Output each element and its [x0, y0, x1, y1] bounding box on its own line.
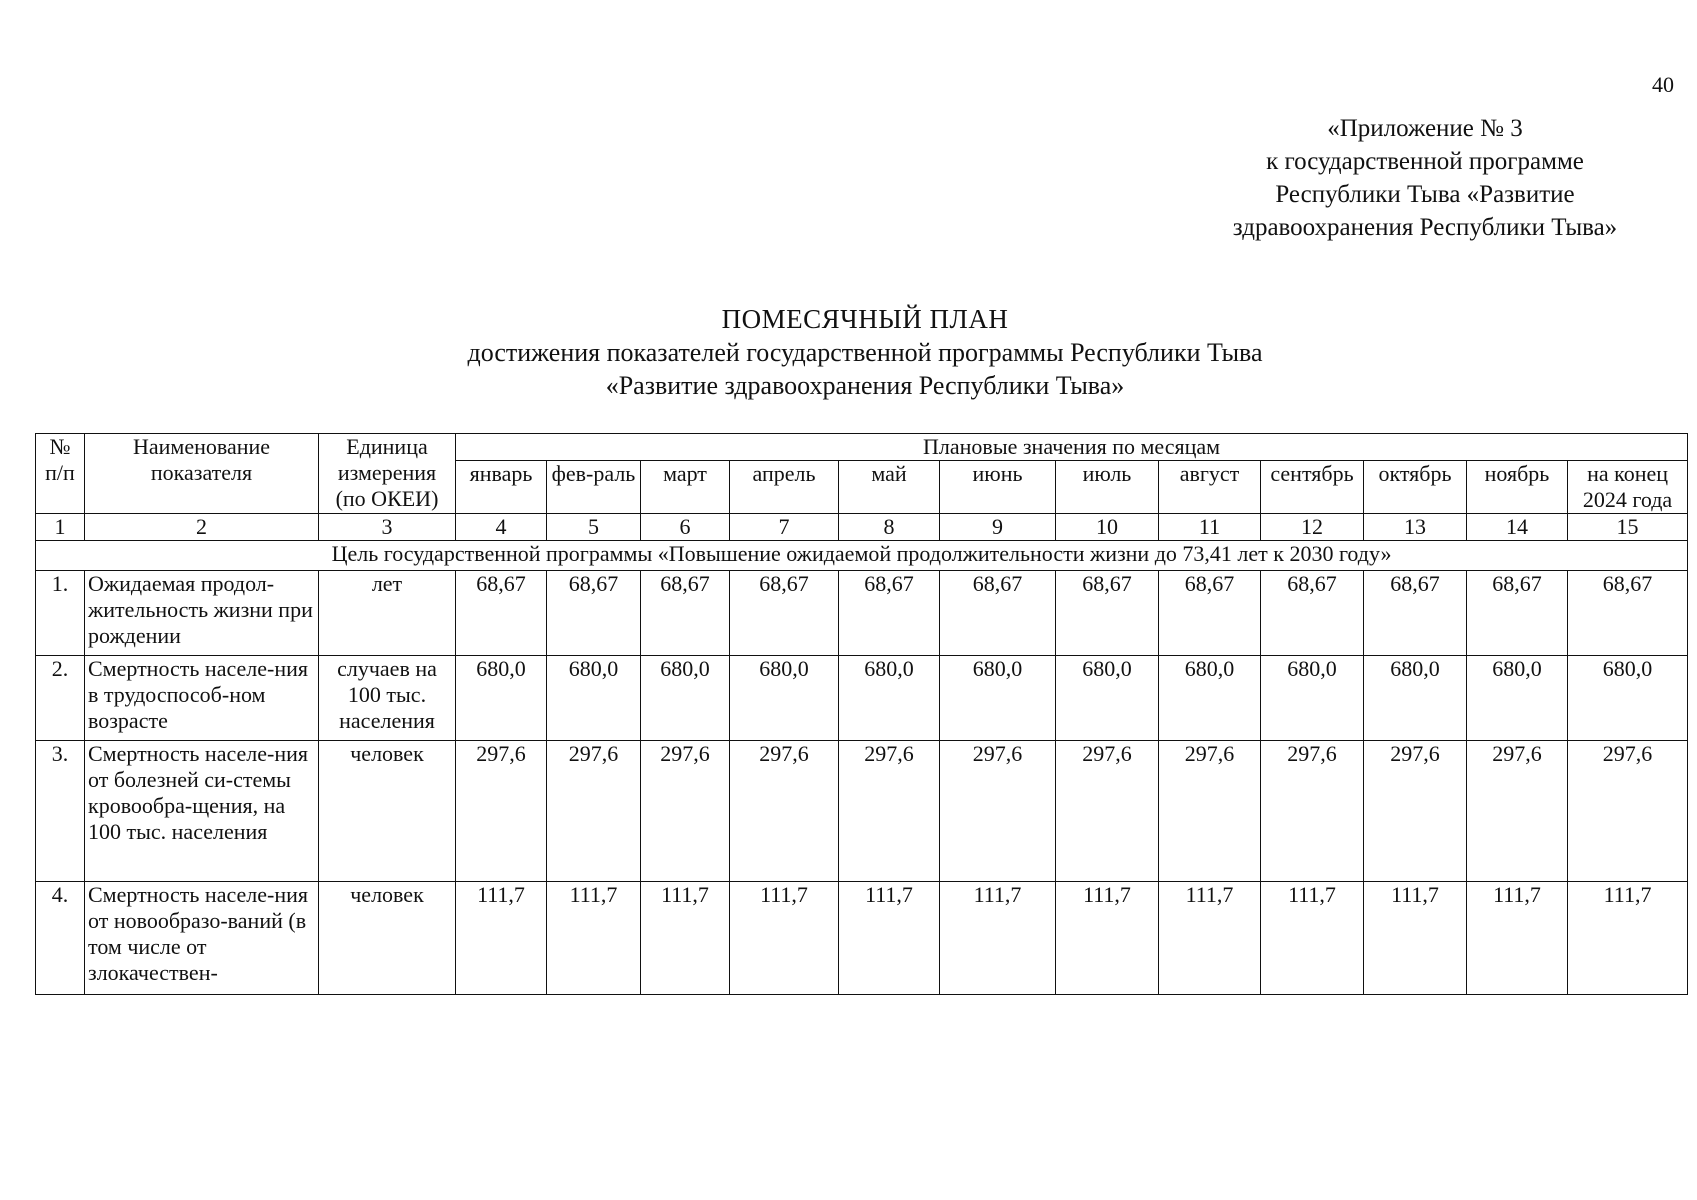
table-row — [36, 571, 1688, 656]
table-header-row — [36, 434, 1688, 461]
month-value: 680,0 — [730, 656, 839, 741]
column-number: 12 — [1261, 514, 1364, 541]
column-number: 3 — [319, 514, 456, 541]
column-number: 6 — [641, 514, 730, 541]
column-number: 15 — [1568, 514, 1688, 541]
appendix-line: здравоохранения Республики Тыва» — [1232, 214, 1618, 241]
page-number: 40 — [1652, 72, 1674, 97]
month-value: 297,6 — [1056, 741, 1159, 882]
month-value: 680,0 — [1568, 656, 1688, 741]
month-value: 111,7 — [641, 882, 730, 995]
header-name: Наименование показателя — [85, 434, 319, 514]
month-value: 111,7 — [1467, 882, 1568, 995]
month-value: 297,6 — [547, 741, 641, 882]
header-month: на конец 2024 года — [1568, 461, 1688, 514]
indicator-unit: случаев на 100 тыс. населения — [319, 656, 456, 741]
month-value: 297,6 — [1261, 741, 1364, 882]
month-value: 68,67 — [547, 571, 641, 656]
monthly-plan-table — [35, 433, 1688, 995]
column-number: 10 — [1056, 514, 1159, 541]
month-value: 68,67 — [456, 571, 547, 656]
goal-text: Цель государственной программы «Повышение ожидаемой продолжительности жизни до 73,41 лет к 2030 году» — [36, 541, 1688, 571]
appendix-line: «Приложение № 3 — [1327, 115, 1523, 142]
header-month: август — [1159, 461, 1261, 514]
month-value: 111,7 — [1159, 882, 1261, 995]
month-value: 111,7 — [1568, 882, 1688, 995]
month-value: 68,67 — [1364, 571, 1467, 656]
month-value: 297,6 — [1467, 741, 1568, 882]
header-month: июнь — [940, 461, 1056, 514]
row-number: 2. — [36, 656, 85, 741]
month-value: 68,67 — [1261, 571, 1364, 656]
month-value: 680,0 — [641, 656, 730, 741]
month-value: 297,6 — [456, 741, 547, 882]
month-value: 680,0 — [1159, 656, 1261, 741]
header-month: май — [839, 461, 940, 514]
month-value: 111,7 — [839, 882, 940, 995]
month-value: 111,7 — [1261, 882, 1364, 995]
indicator-unit: лет — [319, 571, 456, 656]
header-month: сентябрь — [1261, 461, 1364, 514]
month-value: 297,6 — [940, 741, 1056, 882]
header-month: март — [641, 461, 730, 514]
month-value: 111,7 — [730, 882, 839, 995]
month-value: 111,7 — [1364, 882, 1467, 995]
row-number: 4. — [36, 882, 85, 995]
column-number: 7 — [730, 514, 839, 541]
month-value: 680,0 — [940, 656, 1056, 741]
header-unit: Единица измерения (по ОКЕИ) — [319, 434, 456, 514]
column-number: 1 — [36, 514, 85, 541]
month-value: 68,67 — [730, 571, 839, 656]
column-number: 11 — [1159, 514, 1261, 541]
title-subtitle-line-1: достижения показателей государственной программы Республики Тыва — [467, 338, 1263, 367]
header-month: ноябрь — [1467, 461, 1568, 514]
column-number: 14 — [1467, 514, 1568, 541]
month-value: 68,67 — [1568, 571, 1688, 656]
row-number: 3. — [36, 741, 85, 882]
column-numbers-row — [36, 514, 1688, 541]
month-value: 297,6 — [1364, 741, 1467, 882]
month-value: 68,67 — [839, 571, 940, 656]
month-value: 680,0 — [456, 656, 547, 741]
document-title — [300, 303, 1430, 402]
month-value: 68,67 — [1056, 571, 1159, 656]
column-number: 5 — [547, 514, 641, 541]
month-value: 68,67 — [1159, 571, 1261, 656]
title-subtitle-line-2: «Развитие здравоохранения Республики Тыва» — [605, 371, 1125, 400]
header-num: № п/п — [36, 434, 85, 514]
month-value: 297,6 — [839, 741, 940, 882]
month-value: 680,0 — [1056, 656, 1159, 741]
month-value: 680,0 — [547, 656, 641, 741]
month-value: 68,67 — [1467, 571, 1568, 656]
month-value: 297,6 — [641, 741, 730, 882]
row-number: 1. — [36, 571, 85, 656]
indicator-name: Смертность населе-ния от болезней си-стемы кровообра-щения, на 100 тыс. населения — [85, 741, 319, 882]
indicator-unit: человек — [319, 741, 456, 882]
appendix-line: к государственной программе — [1266, 148, 1584, 175]
month-value: 111,7 — [456, 882, 547, 995]
month-value: 680,0 — [1261, 656, 1364, 741]
month-value: 68,67 — [940, 571, 1056, 656]
column-number: 9 — [940, 514, 1056, 541]
header-month: фев-раль — [547, 461, 641, 514]
header-month: июль — [1056, 461, 1159, 514]
month-value: 111,7 — [940, 882, 1056, 995]
table-row — [36, 741, 1688, 882]
header-month: апрель — [730, 461, 839, 514]
indicator-name: Смертность населе-ния в трудоспособ-ном возрасте — [85, 656, 319, 741]
column-number: 4 — [456, 514, 547, 541]
month-value: 111,7 — [1056, 882, 1159, 995]
header-month: октябрь — [1364, 461, 1467, 514]
month-value: 297,6 — [1159, 741, 1261, 882]
header-month: январь — [456, 461, 547, 514]
goal-row — [36, 541, 1688, 571]
appendix-note — [1180, 112, 1670, 244]
indicator-name: Смертность населе-ния от новообразо-ваний (в том числе от злокачествен- — [85, 882, 319, 995]
month-value: 111,7 — [547, 882, 641, 995]
month-value: 68,67 — [641, 571, 730, 656]
table-row — [36, 882, 1688, 995]
table-row — [36, 656, 1688, 741]
month-value: 680,0 — [1364, 656, 1467, 741]
month-value: 297,6 — [1568, 741, 1688, 882]
header-plan-group: Плановые значения по месяцам — [456, 434, 1688, 461]
title-main: ПОМЕСЯЧНЫЙ ПЛАН — [721, 304, 1009, 334]
column-number: 8 — [839, 514, 940, 541]
month-value: 680,0 — [1467, 656, 1568, 741]
indicator-unit: человек — [319, 882, 456, 995]
column-number: 13 — [1364, 514, 1467, 541]
indicator-name: Ожидаемая продол-жительность жизни при рождении — [85, 571, 319, 656]
appendix-line: Республики Тыва «Развитие — [1275, 181, 1575, 208]
month-value: 297,6 — [730, 741, 839, 882]
column-number: 2 — [85, 514, 319, 541]
month-value: 680,0 — [839, 656, 940, 741]
